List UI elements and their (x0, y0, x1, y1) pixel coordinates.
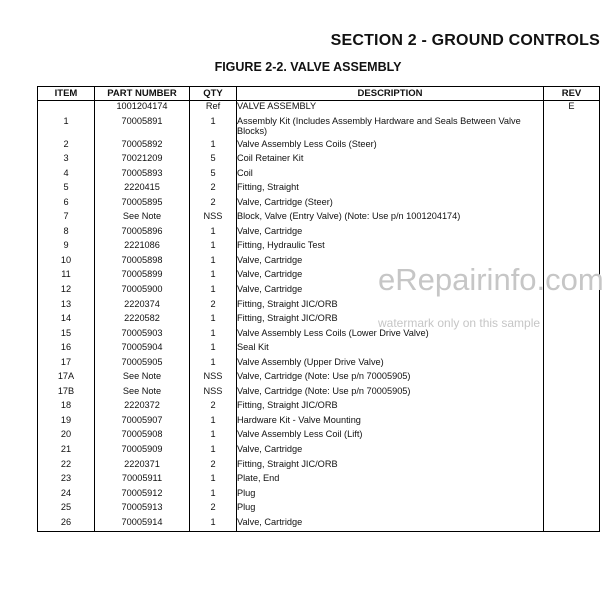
description-cell: Fitting, Hydraulic Test (237, 240, 544, 255)
item-cell: 19 (38, 415, 95, 430)
rev-cell (544, 517, 600, 532)
description-cell: Fitting, Straight JIC/ORB (237, 299, 544, 314)
rev-cell (544, 459, 600, 474)
rev-cell (544, 386, 600, 401)
item-cell: 11 (38, 269, 95, 284)
table-row (38, 101, 600, 116)
description-cell: Valve, Cartridge (Note: Use p/n 70005905) (237, 386, 544, 401)
qty-cell: 1 (190, 342, 237, 357)
rev-cell (544, 211, 600, 226)
item-cell (38, 101, 95, 116)
part-number-cell: 2220415 (95, 182, 190, 197)
rev-cell (544, 488, 600, 503)
item-cell: 6 (38, 197, 95, 212)
table-row (38, 415, 600, 430)
part-number-cell: 70005911 (95, 473, 190, 488)
description-cell: Plug (237, 488, 544, 503)
figure-title: FIGURE 2-2. VALVE ASSEMBLY (214, 60, 402, 74)
qty-cell: 1 (190, 444, 237, 459)
qty-cell: 1 (190, 328, 237, 343)
part-number-cell: 2221086 (95, 240, 190, 255)
qty-cell: 1 (190, 139, 237, 154)
qty-cell: NSS (190, 211, 237, 226)
rev-cell (544, 429, 600, 444)
table-row (38, 211, 600, 226)
part-number-cell: 70005903 (95, 328, 190, 343)
rev-cell (544, 502, 600, 517)
rev-cell (544, 400, 600, 415)
table-row (38, 226, 600, 241)
rev-cell (544, 116, 600, 139)
description-cell: Plate, End (237, 473, 544, 488)
table-row (38, 357, 600, 372)
qty-cell: 1 (190, 255, 237, 270)
description-cell: Valve, Cartridge (237, 255, 544, 270)
part-number-cell: 2220374 (95, 299, 190, 314)
description-cell: Valve, Cartridge (Steer) (237, 197, 544, 212)
item-cell: 22 (38, 459, 95, 474)
part-number-cell: 70005905 (95, 357, 190, 372)
description-cell: Valve Assembly Less Coils (Steer) (237, 139, 544, 154)
item-cell: 16 (38, 342, 95, 357)
description-cell: Hardware Kit - Valve Mounting (237, 415, 544, 430)
description-cell: Valve Assembly Less Coils (Lower Drive Valve) (237, 328, 544, 343)
item-cell: 10 (38, 255, 95, 270)
table-row (38, 371, 600, 386)
qty-cell: 1 (190, 116, 237, 139)
description-cell: Valve Assembly (Upper Drive Valve) (237, 357, 544, 372)
description-cell: Plug (237, 502, 544, 517)
qty-cell: 1 (190, 269, 237, 284)
rev-cell (544, 342, 600, 357)
part-number-cell: 70005907 (95, 415, 190, 430)
part-number-cell: 70005891 (95, 116, 190, 139)
part-number-cell: See Note (95, 211, 190, 226)
part-number-cell: 2220372 (95, 400, 190, 415)
qty-cell: 1 (190, 488, 237, 503)
table-row (38, 153, 600, 168)
part-number-cell: 70005900 (95, 284, 190, 299)
table-row (38, 444, 600, 459)
part-number-cell: 70005908 (95, 429, 190, 444)
qty-cell: 1 (190, 473, 237, 488)
qty-cell: 2 (190, 502, 237, 517)
item-cell: 3 (38, 153, 95, 168)
description-cell: Coil (237, 168, 544, 183)
qty-cell: 1 (190, 226, 237, 241)
item-cell: 25 (38, 502, 95, 517)
qty-cell: Ref (190, 101, 237, 116)
item-cell: 26 (38, 517, 95, 532)
part-number-cell: 70005909 (95, 444, 190, 459)
rev-cell (544, 226, 600, 241)
item-cell: 17B (38, 386, 95, 401)
part-number-cell: 1001204174 (95, 101, 190, 116)
qty-cell: NSS (190, 371, 237, 386)
description-cell: Fitting, Straight JIC/ORB (237, 313, 544, 328)
part-number-cell: 70005913 (95, 502, 190, 517)
qty-cell: 1 (190, 429, 237, 444)
item-cell: 20 (38, 429, 95, 444)
part-number-cell: See Note (95, 386, 190, 401)
item-cell: 13 (38, 299, 95, 314)
description-cell: Fitting, Straight JIC/ORB (237, 459, 544, 474)
qty-cell: 1 (190, 517, 237, 532)
item-cell: 2 (38, 139, 95, 154)
rev-cell (544, 153, 600, 168)
part-number-cell: 70005914 (95, 517, 190, 532)
item-cell: 23 (38, 473, 95, 488)
qty-cell: 5 (190, 153, 237, 168)
description-cell: Valve, Cartridge (237, 517, 544, 532)
part-number-cell: 70005895 (95, 197, 190, 212)
part-number-cell: 70021209 (95, 153, 190, 168)
description-cell: Valve, Cartridge (Note: Use p/n 70005905) (237, 371, 544, 386)
description-cell: Valve, Cartridge (237, 444, 544, 459)
table-row (38, 342, 600, 357)
table-row (38, 197, 600, 212)
rev-cell (544, 328, 600, 343)
table-row (38, 139, 600, 154)
column-header-description: DESCRIPTION (237, 87, 544, 101)
item-cell: 15 (38, 328, 95, 343)
column-header-item: ITEM (38, 87, 95, 101)
table-row (38, 240, 600, 255)
item-cell: 1 (38, 116, 95, 139)
item-cell: 5 (38, 182, 95, 197)
rev-cell (544, 444, 600, 459)
item-cell: 8 (38, 226, 95, 241)
item-cell: 17A (38, 371, 95, 386)
part-number-cell: 2220371 (95, 459, 190, 474)
table-row (38, 168, 600, 183)
item-cell: 9 (38, 240, 95, 255)
item-cell: 12 (38, 284, 95, 299)
table-row (38, 502, 600, 517)
rev-cell (544, 357, 600, 372)
parts-table (37, 86, 600, 532)
qty-cell: 1 (190, 240, 237, 255)
item-cell: 18 (38, 400, 95, 415)
description-cell: Valve, Cartridge (237, 226, 544, 241)
qty-cell: 2 (190, 182, 237, 197)
table-row (38, 459, 600, 474)
qty-cell: 1 (190, 415, 237, 430)
watermark-note: watermark only on this sample (378, 316, 541, 330)
qty-cell: NSS (190, 386, 237, 401)
description-cell: Coil Retainer Kit (237, 153, 544, 168)
rev-cell (544, 299, 600, 314)
table-row (38, 116, 600, 139)
part-number-cell: 70005904 (95, 342, 190, 357)
qty-cell: 1 (190, 313, 237, 328)
rev-cell (544, 473, 600, 488)
description-cell: Seal Kit (237, 342, 544, 357)
part-number-cell: 70005912 (95, 488, 190, 503)
part-number-cell: 70005898 (95, 255, 190, 270)
rev-cell (544, 182, 600, 197)
column-header-part-number: PART NUMBER (95, 87, 190, 101)
part-number-cell: 70005899 (95, 269, 190, 284)
rev-cell (544, 415, 600, 430)
part-number-cell: 70005893 (95, 168, 190, 183)
part-number-cell: 70005892 (95, 139, 190, 154)
rev-cell (544, 313, 600, 328)
description-cell: Assembly Kit (Includes Assembly Hardware and Seals Between Valve Blocks) (237, 116, 544, 139)
rev-cell (544, 139, 600, 154)
rev-cell (544, 371, 600, 386)
description-cell: Valve Assembly Less Coil (Lift) (237, 429, 544, 444)
qty-cell: 2 (190, 459, 237, 474)
qty-cell: 1 (190, 357, 237, 372)
qty-cell: 5 (190, 168, 237, 183)
table-row (38, 386, 600, 401)
section-title: SECTION 2 - GROUND CONTROLS (330, 32, 600, 49)
item-cell: 4 (38, 168, 95, 183)
rev-cell (544, 168, 600, 183)
item-cell: 7 (38, 211, 95, 226)
rev-cell (544, 197, 600, 212)
rev-cell (544, 240, 600, 255)
part-number-cell: 2220582 (95, 313, 190, 328)
item-cell: 24 (38, 488, 95, 503)
table-row (38, 517, 600, 532)
description-cell: Fitting, Straight JIC/ORB (237, 400, 544, 415)
item-cell: 21 (38, 444, 95, 459)
qty-cell: 2 (190, 400, 237, 415)
description-cell: Block, Valve (Entry Valve) (Note: Use p/n 1001204174) (237, 211, 544, 226)
qty-cell: 1 (190, 284, 237, 299)
description-cell: Valve, Cartridge (237, 269, 544, 284)
description-cell: Valve, Cartridge (237, 284, 544, 299)
qty-cell: 2 (190, 299, 237, 314)
watermark-text: eRepairinfo.com (378, 262, 604, 297)
table-row (38, 299, 600, 314)
description-cell: VALVE ASSEMBLY (237, 101, 544, 116)
rev-cell: E (544, 101, 600, 116)
column-header-qty: QTY (190, 87, 237, 101)
table-row (38, 182, 600, 197)
column-header-rev: REV (544, 87, 600, 101)
part-number-cell: 70005896 (95, 226, 190, 241)
description-cell: Fitting, Straight (237, 182, 544, 197)
table-row (38, 400, 600, 415)
table-row (38, 473, 600, 488)
item-cell: 14 (38, 313, 95, 328)
table-row (38, 429, 600, 444)
part-number-cell: See Note (95, 371, 190, 386)
item-cell: 17 (38, 357, 95, 372)
table-row (38, 488, 600, 503)
table-header-row (38, 87, 600, 101)
qty-cell: 2 (190, 197, 237, 212)
